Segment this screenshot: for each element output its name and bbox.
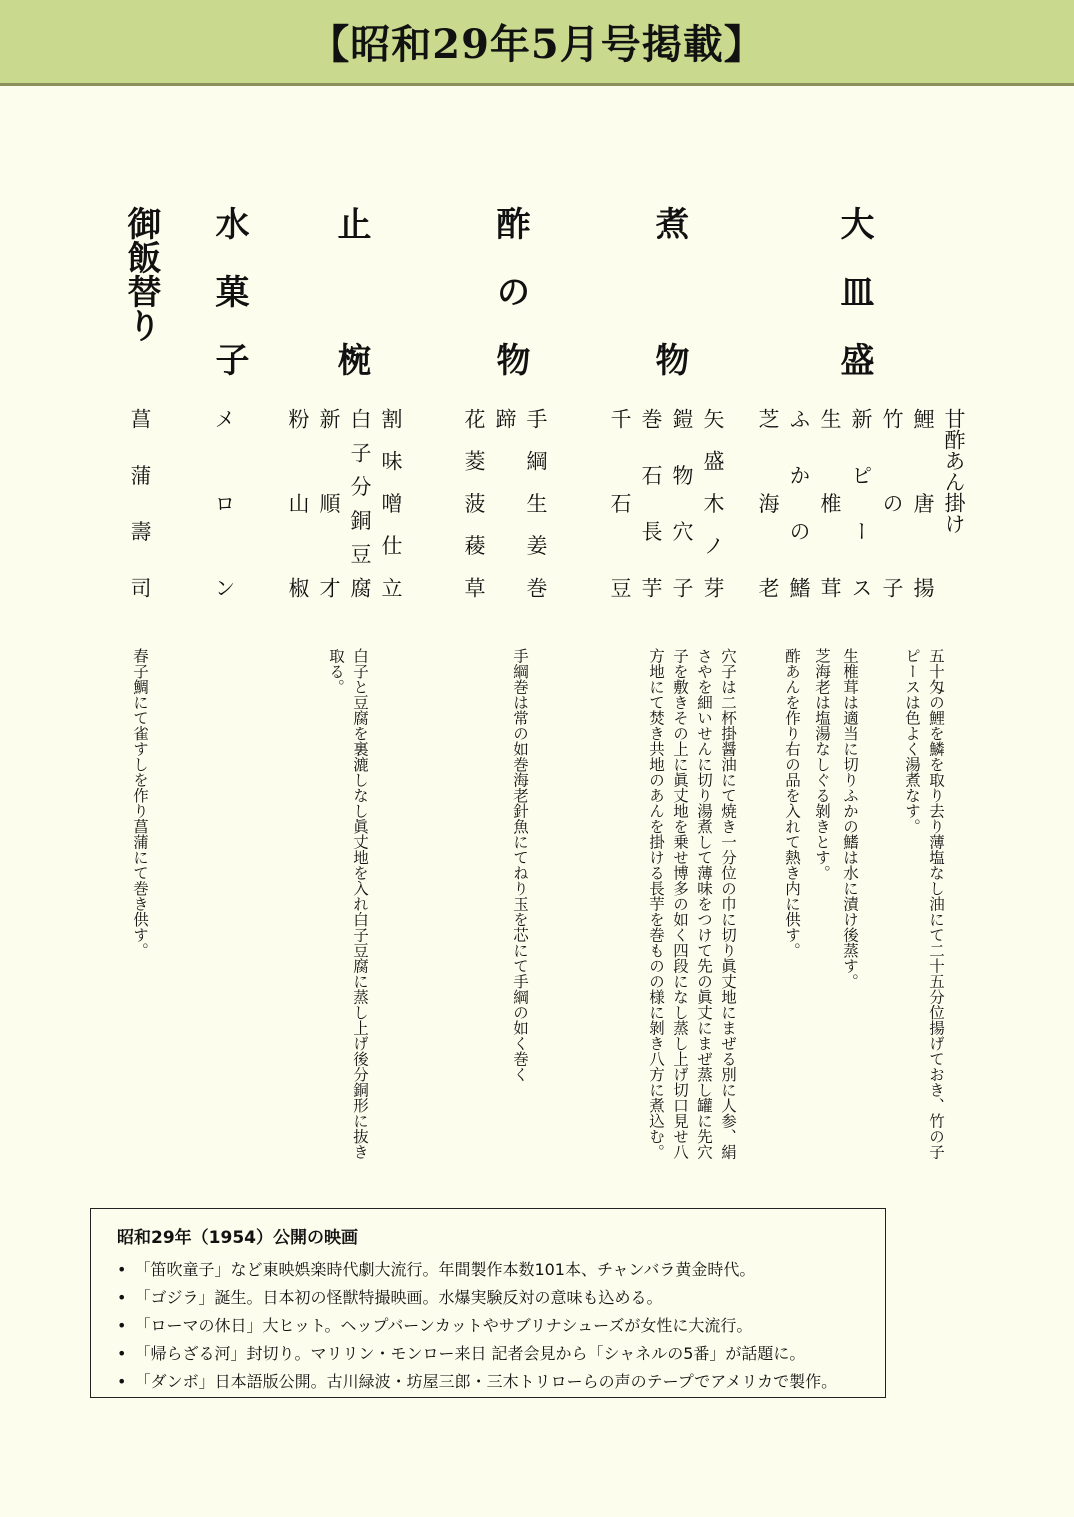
menu-item: 白子分銅豆腐 — [348, 408, 372, 598]
menu-item: 新順才 — [317, 408, 341, 598]
course-title-sunomono: 酢の物 — [490, 206, 530, 376]
note-oosara-3: 芝海老は塩湯なしぐる剝きとす。 — [813, 648, 831, 881]
menu-item: 新ピース — [849, 408, 873, 598]
note-gohangawari: 春子鯛にて雀すしを作り菖蒲にて巻き供す。 — [131, 648, 149, 958]
menu-item: 蹄 — [493, 408, 517, 429]
menu-item: 芝海老 — [756, 408, 780, 598]
movies-info-box — [90, 1208, 886, 1398]
item-list-sunomono — [458, 408, 551, 608]
menu-item: 竹の子 — [880, 408, 904, 598]
menu-item: 鯉唐揚 — [911, 408, 935, 598]
course-title-tomewan: 止椀 — [331, 206, 371, 376]
item-list-oosara — [752, 408, 969, 608]
page-title: 【昭和29年5月号掲載】 — [309, 21, 765, 68]
menu-item: 甘酢あん掛け — [942, 408, 966, 534]
note-oosara-4: 酢あんを作り右の品を入れて熱き内に供す。 — [783, 648, 801, 958]
list-item: • 「ダンボ」日本語版公開。古川緑波・坊屋三郎・三木トリローらの声のテープでアメリカで製作。 — [117, 1368, 859, 1396]
menu-item: 粉山椒 — [286, 408, 310, 598]
menu-item: 割味噌仕立 — [379, 408, 403, 598]
menu-item: 鎧物穴子 — [670, 408, 694, 598]
course-title-gohangawari: 御飯替り — [121, 206, 161, 342]
menu-item: 巻石長芋 — [639, 408, 663, 598]
list-item: • 「ローマの休日」大ヒット。ヘップバーンカットやサブリナシューズが女性に大流行。 — [117, 1312, 859, 1340]
note-oosara-2: 生椎茸は適当に切りふかの鰭は水に漬け後蒸す。 — [841, 648, 859, 989]
menu-item: 花菱菠薐草 — [462, 408, 486, 598]
course-title-mizugashi: 水菓子 — [209, 206, 249, 376]
list-item: • 「ゴジラ」誕生。日本初の怪獣特撮映画。水爆実験反対の意味も込める。 — [117, 1284, 859, 1312]
item-list-tomewan — [282, 408, 406, 608]
item-list-gohangawari — [124, 408, 155, 608]
course-title-oosara: 大皿盛 — [834, 206, 874, 376]
menu-item: 矢盛木ノ芽 — [701, 408, 725, 598]
list-item: • 「笛吹童子」など東映娯楽時代劇大流行。年間製作本数101本、チャンバラ黄金時代。 — [117, 1256, 859, 1284]
menu-item: 生椎茸 — [818, 408, 842, 598]
menu-item: 千石豆 — [608, 408, 632, 598]
menu-item: 手綱生姜巻 — [524, 408, 548, 598]
course-title-nimono: 煮物 — [649, 206, 689, 376]
item-list-nimono — [604, 408, 728, 608]
info-list — [117, 1256, 859, 1396]
note-sunomono: 手綱巻は常の如巻海老針魚にてねり玉を芯にて手綱の如く巻く — [511, 648, 529, 1082]
page-header — [0, 0, 1074, 86]
note-tomewan: 白子と豆腐を裏漉しなし眞丈地を入れ白子豆腐に蒸し上げ後分銅形に抜き取る。 — [327, 648, 369, 1160]
menu-item: 菖蒲壽司 — [128, 408, 152, 598]
note-oosara-1: 五十匁の鯉を鱗を取り去り薄塩なし油にて二十五分位揚げておき、竹の子ピースは色よく湯煮なす。 — [903, 648, 945, 1160]
note-nimono: 穴子は二杯掛醤油にて焼き一分位の巾に切り眞丈地にまぜる別に人参、絹さやを細いせんに切り湯煮して薄味をつけて先の眞丈にまぜ蒸し罐に先穴子を敷きその上に眞丈地を乗せ博多の如く四段になし蒸し上げ切口見せ八方地にて焚き共地のあんを掛ける長芋を巻ものの様に剝き八方に煮込む。 — [647, 648, 737, 1160]
list-item: • 「帰らざる河」封切り。マリリン・モンロー来日 記者会見から「シャネルの5番」が話題に。 — [117, 1340, 859, 1368]
menu-item: メロン — [212, 408, 236, 598]
item-list-mizugashi — [208, 408, 239, 608]
info-title: 昭和29年（1954）公開の映画 — [117, 1228, 358, 1248]
menu-item: ふかの鰭 — [787, 408, 811, 598]
